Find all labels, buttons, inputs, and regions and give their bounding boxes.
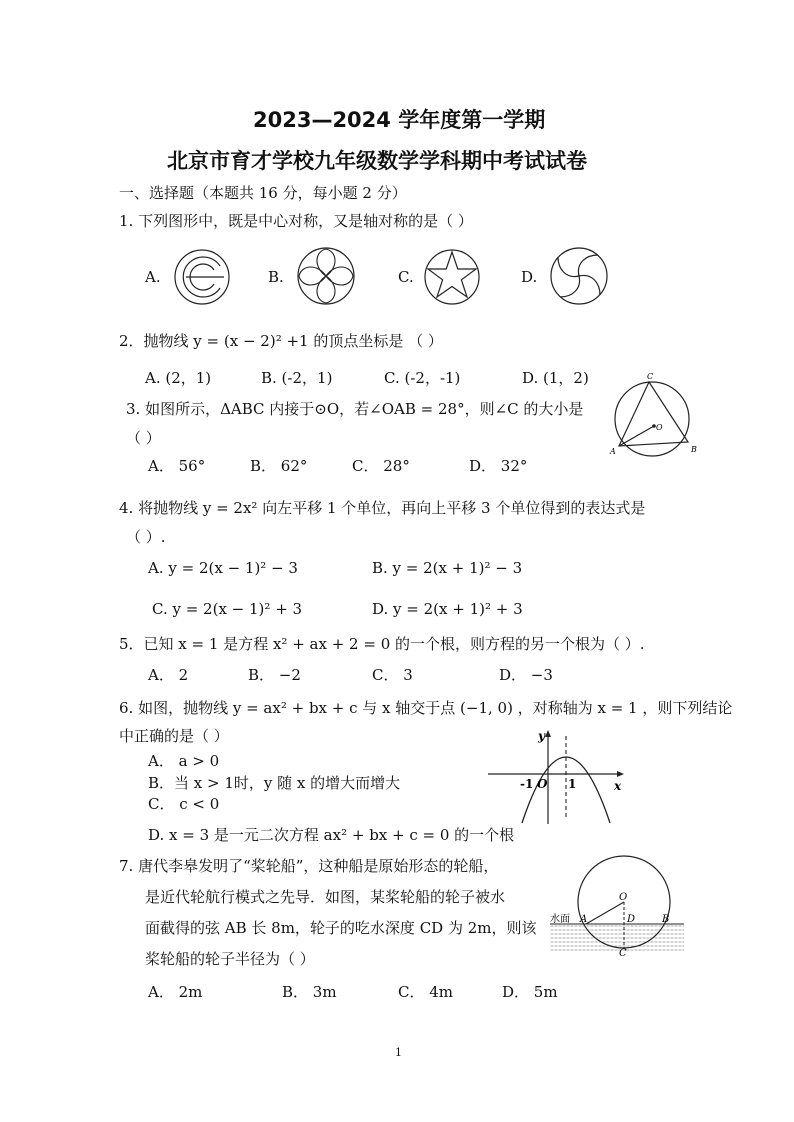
q4-option-c: C. y = 2(x − 1)² + 3 xyxy=(152,600,303,618)
q7-label-c: C xyxy=(619,948,627,959)
q1-label-d: D. xyxy=(521,268,538,286)
q5-option-b: B． −2 xyxy=(248,666,301,684)
q3-label-b: B xyxy=(691,445,697,454)
q3-label-o: O xyxy=(656,423,663,432)
q2-option-a: A. (2，1) xyxy=(145,369,212,387)
q7-label-d: D xyxy=(627,914,636,925)
q6-option-c: C． c < 0 xyxy=(148,795,220,813)
q5-option-d: D． −3 xyxy=(499,666,553,684)
q5-option-c: C． 3 xyxy=(372,666,413,684)
q4-stem: 4. 将抛物线 y = 2x² 向左平移 1 个单位，再向上平移 3 个单位得到的表达式是 xyxy=(119,499,646,517)
q1-stem: 1. 下列图形中，既是中心对称，又是轴对称的是（ ） xyxy=(119,212,473,230)
q5-stem: 5．已知 x = 1 是方程 x² + ax + 2 = 0 的一个根，则方程的另一个根为（ ）. xyxy=(119,635,645,653)
q3-option-d: D． 32° xyxy=(469,457,528,475)
q6-option-b: B．当 x > 1时，y 随 x 的增大而增大 xyxy=(148,774,401,792)
q7-label-b: B xyxy=(662,914,670,925)
exam-title-school: 北京市育才学校九年级数学学科期中考试试卷 xyxy=(167,149,587,173)
q4-option-d: D. y = 2(x + 1)² + 3 xyxy=(372,600,523,618)
q5-option-a: A． 2 xyxy=(148,666,189,684)
q3-option-a: A． 56° xyxy=(148,457,206,475)
q6-parabola-figure xyxy=(486,728,628,826)
q6-label-y: y xyxy=(538,729,545,743)
q7-option-d: D． 5m xyxy=(502,983,558,1001)
page-number: 1 xyxy=(395,1046,402,1059)
q1-figure-d xyxy=(548,245,610,307)
q7-label-a: A xyxy=(580,914,588,925)
q2-option-b: B. (-2，1) xyxy=(261,369,333,387)
q3-label-a: A xyxy=(610,447,616,456)
q3-stem: 3. 如图所示，ΔABC 内接于⊙O，若∠OAB = 28°，则∠C 的大小是 xyxy=(126,400,584,418)
q3-option-c: C． 28° xyxy=(352,457,410,475)
q1-label-a: A. xyxy=(145,268,161,286)
q7-line4: 桨轮船的轮子半径为（ ） xyxy=(145,950,315,968)
q4-option-b: B. y = 2(x + 1)² − 3 xyxy=(372,559,523,577)
q6-label-o: O xyxy=(537,777,548,791)
q6-option-d: D. x = 3 是一元二次方程 ax² + bx + c = 0 的一个根 xyxy=(148,826,515,844)
q4-answer-paren: （ ）. xyxy=(126,528,166,546)
q6-label-one: 1 xyxy=(568,777,577,791)
q3-label-c: C xyxy=(647,372,654,381)
q6-option-a: A． a > 0 xyxy=(148,752,220,770)
q7-option-a: A． 2m xyxy=(148,983,203,1001)
q7-line3: 面截得的弦 AB 长 8m，轮子的吃水深度 CD 为 2m，则该 xyxy=(145,919,537,937)
q6-label-neg1: -1 xyxy=(520,777,534,791)
exam-title-term: 2023—2024 学年度第一学期 xyxy=(253,108,546,132)
q6-label-x: x xyxy=(614,779,622,793)
q2-option-d: D. (1，2) xyxy=(522,369,589,387)
q1-label-b: B. xyxy=(268,268,284,286)
section-heading-choice: 一、选择题（本题共 16 分，每小题 2 分） xyxy=(119,184,407,202)
q7-line2: 是近代轮航行模式之先导．如图，某桨轮船的轮子被水 xyxy=(145,888,506,906)
q3-circle-figure xyxy=(604,372,704,460)
q7-wheel-figure xyxy=(548,856,686,959)
q1-figure-c xyxy=(422,246,482,306)
q7-label-o: O xyxy=(619,892,628,903)
q7-label-water: 水面 xyxy=(550,914,570,925)
q2-option-c: C. (-2，-1) xyxy=(384,369,461,387)
q3-answer-paren: （ ） xyxy=(126,429,161,447)
q6-stem-line1: 6. 如图，抛物线 y = ax² + bx + c 与 x 轴交于点 (−1, 0) ，对称轴为 x = 1 ，则下列结论 xyxy=(119,699,733,717)
q7-option-c: C． 4m xyxy=(398,983,454,1001)
q1-label-c: C. xyxy=(398,268,414,286)
q3-option-b: B． 62° xyxy=(250,457,308,475)
q2-stem: 2．抛物线 y = (x − 2)² +1 的顶点坐标是 （ ） xyxy=(119,332,443,350)
q1-figure-b xyxy=(296,246,356,306)
q7-line1: 7. 唐代李皋发明了“桨轮船”，这种船是原始形态的轮船， xyxy=(119,857,499,875)
q6-stem-line2: 中正确的是（ ） xyxy=(119,727,229,745)
q4-option-a: A. y = 2(x − 1)² − 3 xyxy=(148,559,298,577)
q7-option-b: B． 3m xyxy=(282,983,337,1001)
q1-figure-a xyxy=(172,247,232,307)
